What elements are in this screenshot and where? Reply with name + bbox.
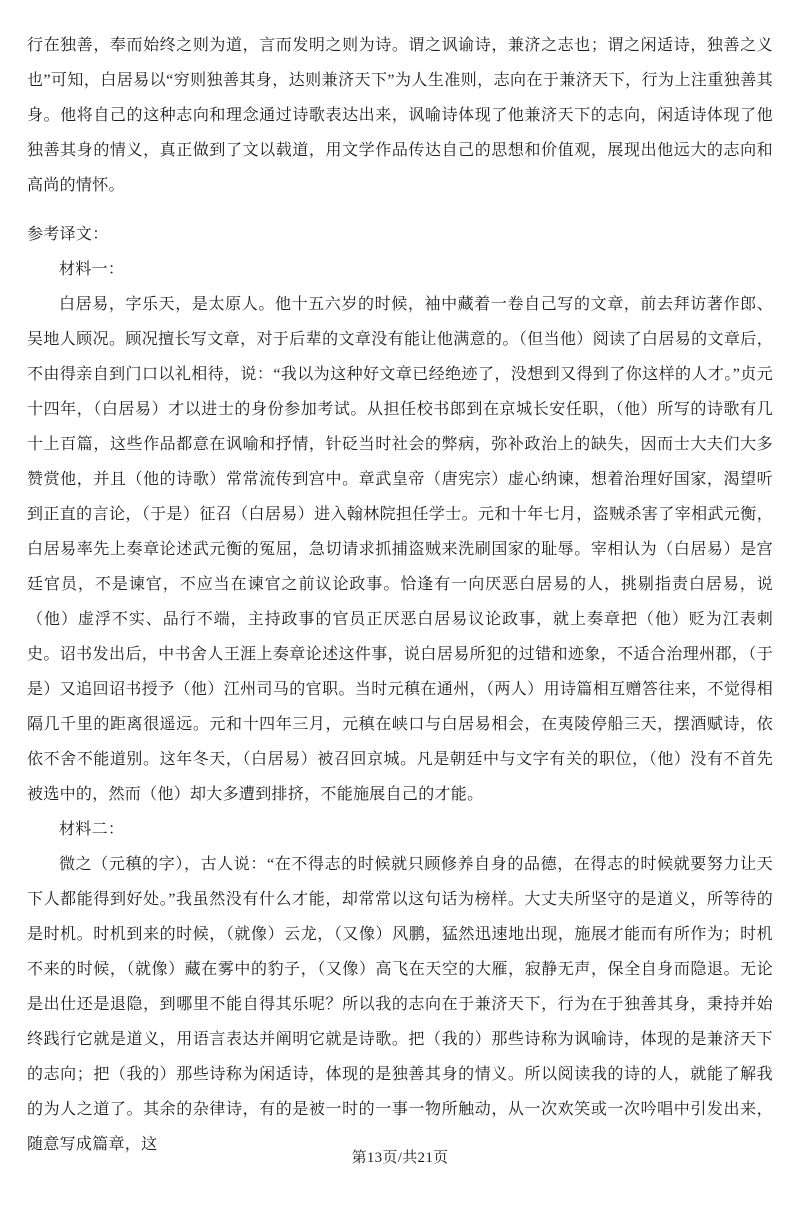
- material-one-label: 材料一：: [59, 261, 125, 278]
- page-number-footer: 第13页/共21页: [351, 1150, 449, 1166]
- material-two-label: 材料二：: [59, 821, 125, 838]
- paragraph-analysis-continuation: 行在独善，奉而始终之则为道，言而发明之则为诗。谓之讽谕诗，兼济之志也；谓之闲适诗，独善之义也”可知，白居易以“穷则独善其身，达则兼济天下”为人生准则，志向在于兼济天下，行为上注重独善其身。他将自己的这种志向和理念通过诗歌表达出来，讽喻诗体现了他兼济天下的志向，闲适诗体现了他独善其身的情义，真正做到了文以载道，用文学作品传达自己的思想和价值观，展现出他远大的志向和高尚的情怀。: [27, 37, 773, 194]
- paragraph-material-two-translation: 微之（元稹的字），古人说：“在不得志的时候就只顾修养自身的品德，在得志的时候就要努力让天下人都能得到好处。”我虽然没有什么才能，却常常以这句话为榜样。大丈夫所坚守的是道义，所等待的是时机。时机到来的时候，（就像）云龙，（又像）风鹏，猛然迅速地出现，施展才能而有所作为；时机不来的时候，（就像）藏在雾中的豹子，（又像）高飞在天空的大雁，寂静无声，保全自身而隐退。无论是出仕还是退隐，到哪里不能自得其乐呢？所以我的志向在于兼济天下，行为在于独善其身，秉持并始终践行它就是道义，用语言表达并阐明它就是诗歌。把（我的）那些诗称为讽喻诗，体现的是兼济天下的志向；把（我的）那些诗称为闲适诗，体现的是独善其身的情义。所以阅读我的诗的人，就能了解我的为人之道了。其余的杂律诗，有的是被一时的一事一物所触动，从一次欢笑或一次吟唱中引发出来，随意写成篇章，这: [27, 856, 773, 1153]
- paragraph-material-one-translation: 白居易，字乐天，是太原人。他十五六岁的时候，袖中藏着一卷自己写的文章，前去拜访著作郎、吴地人顾况。顾况擅长写文章，对于后辈的文章没有能让他满意的。（但当他）阅读了白居易的文章后，不由得亲自到门口以礼相待，说：“我以为这种好文章已经绝迹了，没想到又得到了你这样的人才。”贞元十四年，（白居易）才以进士的身份参加考试。从担任校书郎到在京城长安任职，（他）所写的诗歌有几十上百篇，这些作品都意在讽喻和抒情，针砭当时社会的弊病，弥补政治上的缺失，因而士大夫们大多赞赏他，并且（他的诗歌）常常流传到宫中。章武皇帝（唐宪宗）虚心纳谏，想着治理好国家，渴望听到正直的言论，（于是）征召（白居易）进入翰林院担任学士。元和十年七月，盗贼杀害了宰相武元衡，白居易率先上奏章论述武元衡的冤屈，急切请求抓捕盗贼来洗刷国家的耻辱。宰相认为（白居易）是宫廷官员，不是谏官，不应当在谏官之前议论政事。恰逢有一向厌恶白居易的人，挑剔指责白居易，说（他）虚浮不实、品行不端，主持政事的官员正厌恶白居易议论政事，就上奏章把（他）贬为江表刺史。诏书发出后，中书舍人王涯上奏章论述这件事，说白居易所犯的过错和迹象，不适合治理州郡，（于是）又追回诏书授予（他）江州司马的官职。当时元稹在通州，（两人）用诗篇相互赠答往来，不觉得相隔几千里的距离很遥远。元和十四年三月，元稹在峡口与白居易相会，在夷陵停船三天，摆酒赋诗，依依不舍不能道别。这年冬天，（白居易）被召回京城。凡是朝廷中与文字有关的职位，（他）没有不首先被选中的，然而（他）却大多遭到排挤，不能施展自己的才能。: [27, 296, 773, 803]
- reference-translation-heading: 参考译文：: [27, 226, 109, 243]
